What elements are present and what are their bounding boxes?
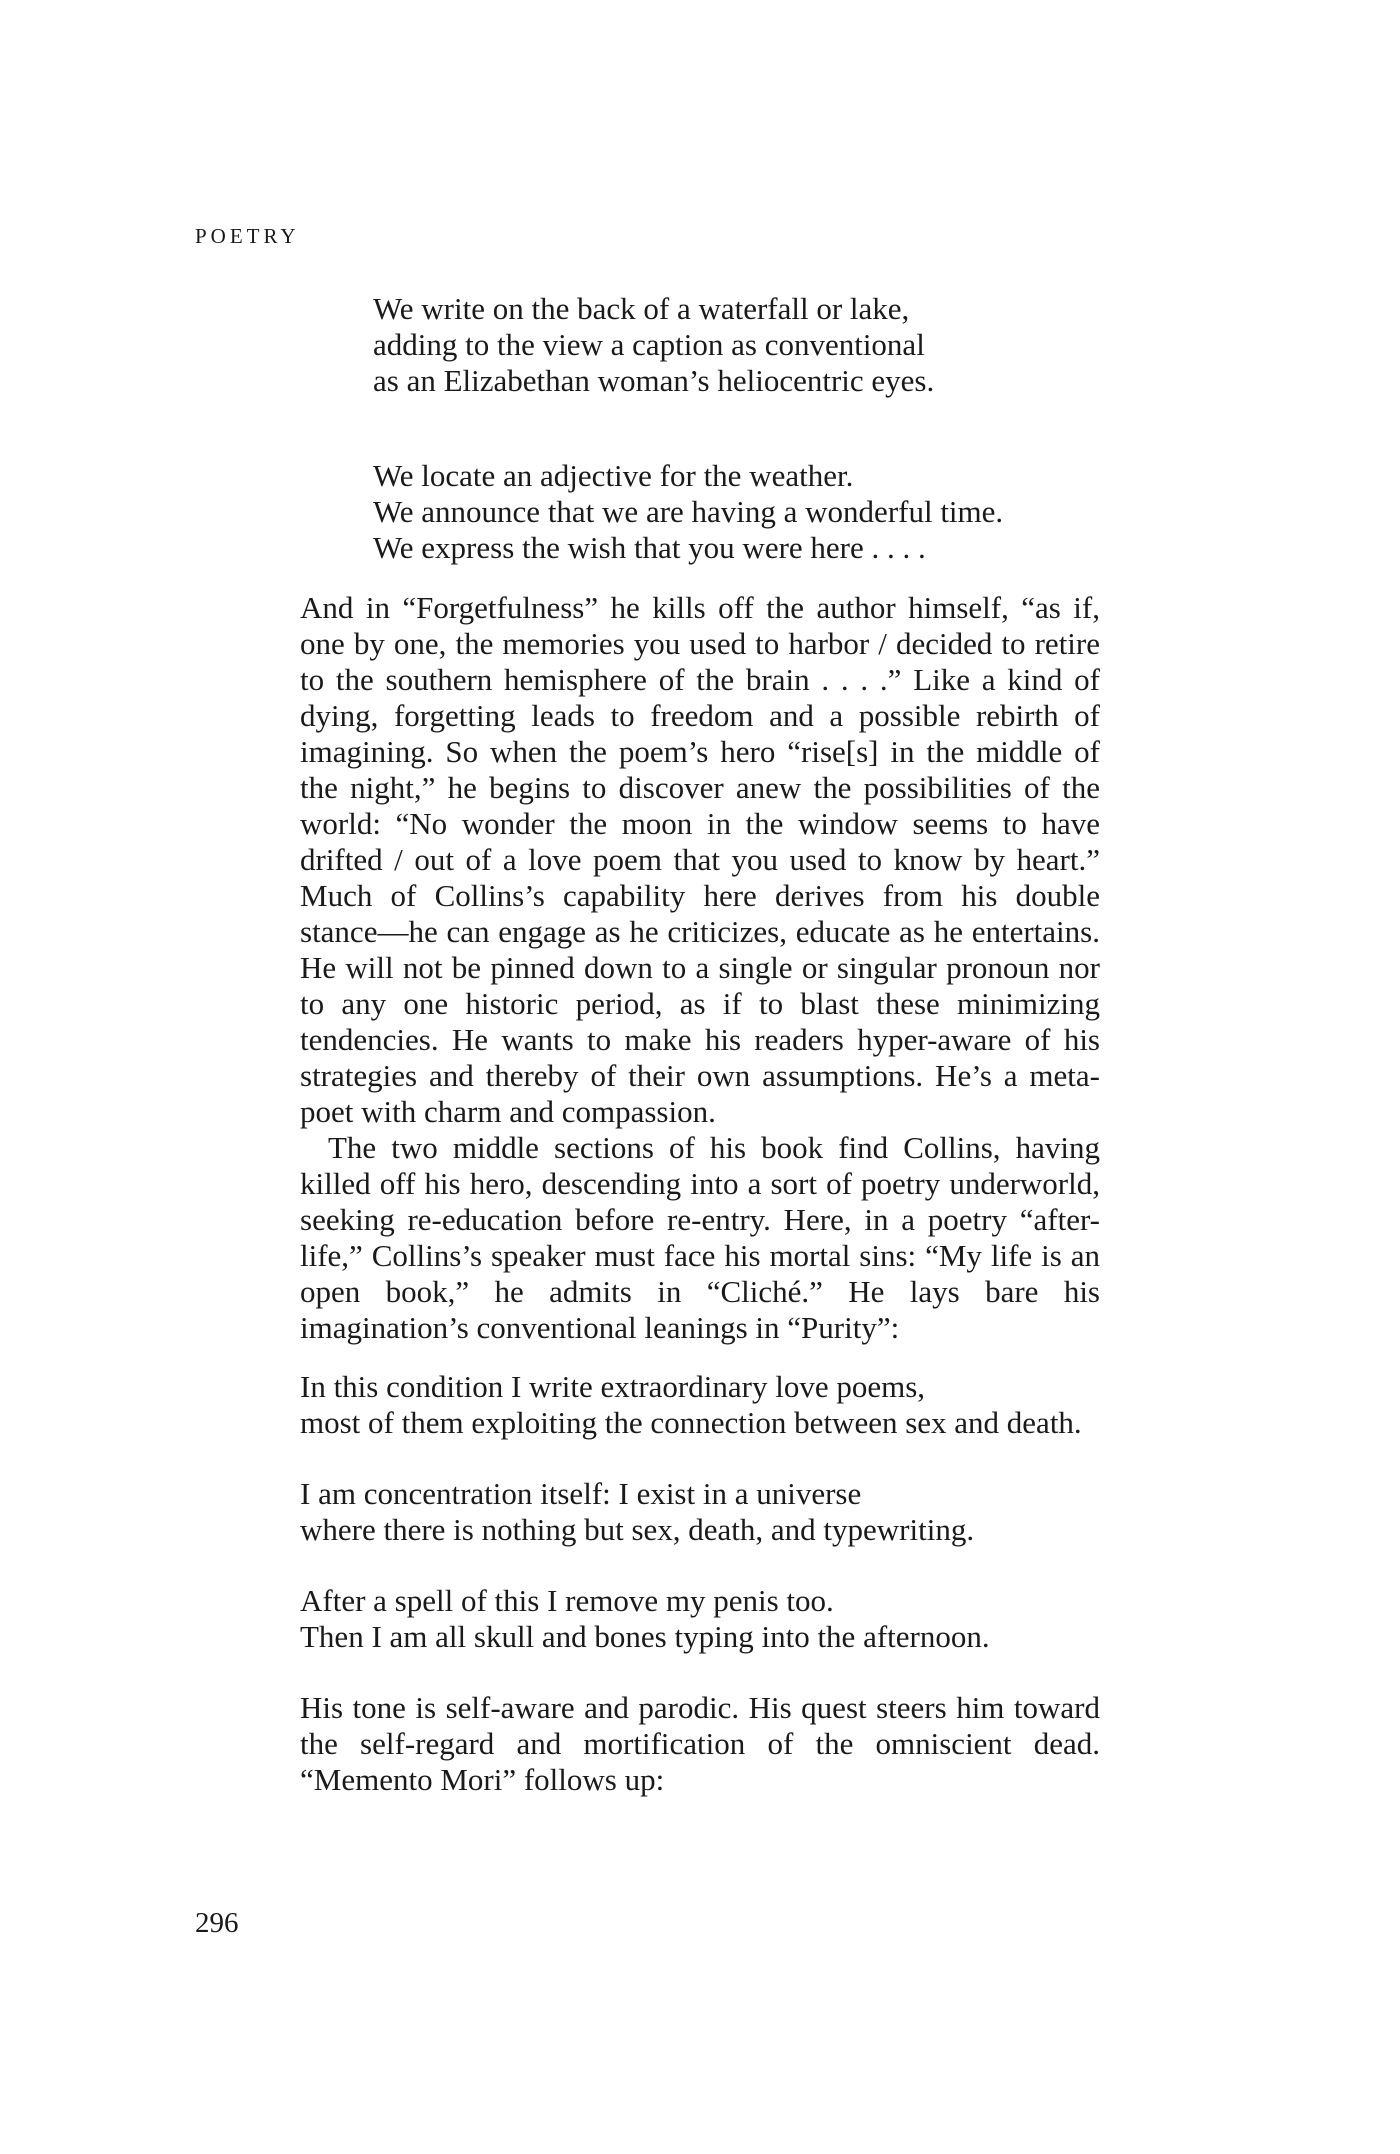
verse-line: We express the wish that you were here . . . . xyxy=(373,530,926,565)
verse-stanza xyxy=(300,1369,1100,1441)
verse-stanza xyxy=(300,1583,1100,1655)
body-text xyxy=(300,1690,1100,1798)
verse-line: We locate an adjective for the weather. xyxy=(373,458,854,493)
verse-stanza xyxy=(300,1476,1100,1548)
verse-line: In this condition I write extraordinary love poems, xyxy=(300,1369,926,1404)
running-head: POETRY xyxy=(195,224,300,248)
verse-line: most of them exploiting the connection between sex and death. xyxy=(300,1405,1082,1440)
paragraph: And in “Forgetfulness” he kills off the author himself, “as if, one by one, the memories you used to harbor / decided to retire to the southern hemisphere of the brain . . . .” Like a kind of dying, forgetting leads to freedom and a possible rebirth of imagining. So when the poem’s hero “rise[s] in the middle of the night,” he begins to discover anew the possibilities of the world: “No wonder the moon in the window seems to have drifted / out of a love poem that you used to know by heart.” Much of Collins’s capability here derives from his double stance—he can engage as he criticizes, educate as he entertains. He will not be pinned down to a single or singular pronoun nor to any one historic period, as if to blast these minimizing tendencies. He wants to make his readers hyper-aware of his strategies and thereby of their own assumptions. He’s a meta-poet with charm and compassion. xyxy=(300,590,1100,1129)
verse-line: After a spell of this I remove my penis too. xyxy=(300,1583,834,1618)
verse-line: We announce that we are having a wonderful time. xyxy=(373,494,1004,529)
verse-line: where there is nothing but sex, death, and typewriting. xyxy=(300,1512,975,1547)
verse-line: We write on the back of a waterfall or lake, xyxy=(373,291,910,326)
body-text xyxy=(300,590,1100,1346)
paragraph: His tone is self-aware and parodic. His quest steers him toward the self-regard and mortification of the omniscient dead. “Memento Mori” follows up: xyxy=(300,1690,1100,1797)
verse-line: I am concentration itself: I exist in a universe xyxy=(300,1476,862,1511)
paragraph: The two middle sections of his book find Collins, having killed off his hero, descending into a sort of poetry underworld, seeking re-education before re-entry. Here, in a poetry “after-life,” Collins’s speaker must face his mortal sins: “My life is an open book,” he admits in “Cliché.” He lays bare his imagination’s conventional leanings in “Purity”: xyxy=(300,1130,1100,1345)
verse-stanza xyxy=(373,291,1173,399)
verse-line: Then I am all skull and bones typing into the afternoon. xyxy=(300,1619,990,1654)
page-number: 296 xyxy=(195,1907,239,1939)
verse-line: adding to the view a caption as conventional xyxy=(373,327,925,362)
verse-line: as an Elizabethan woman’s heliocentric eyes. xyxy=(373,363,935,398)
verse-stanza xyxy=(373,458,1173,566)
